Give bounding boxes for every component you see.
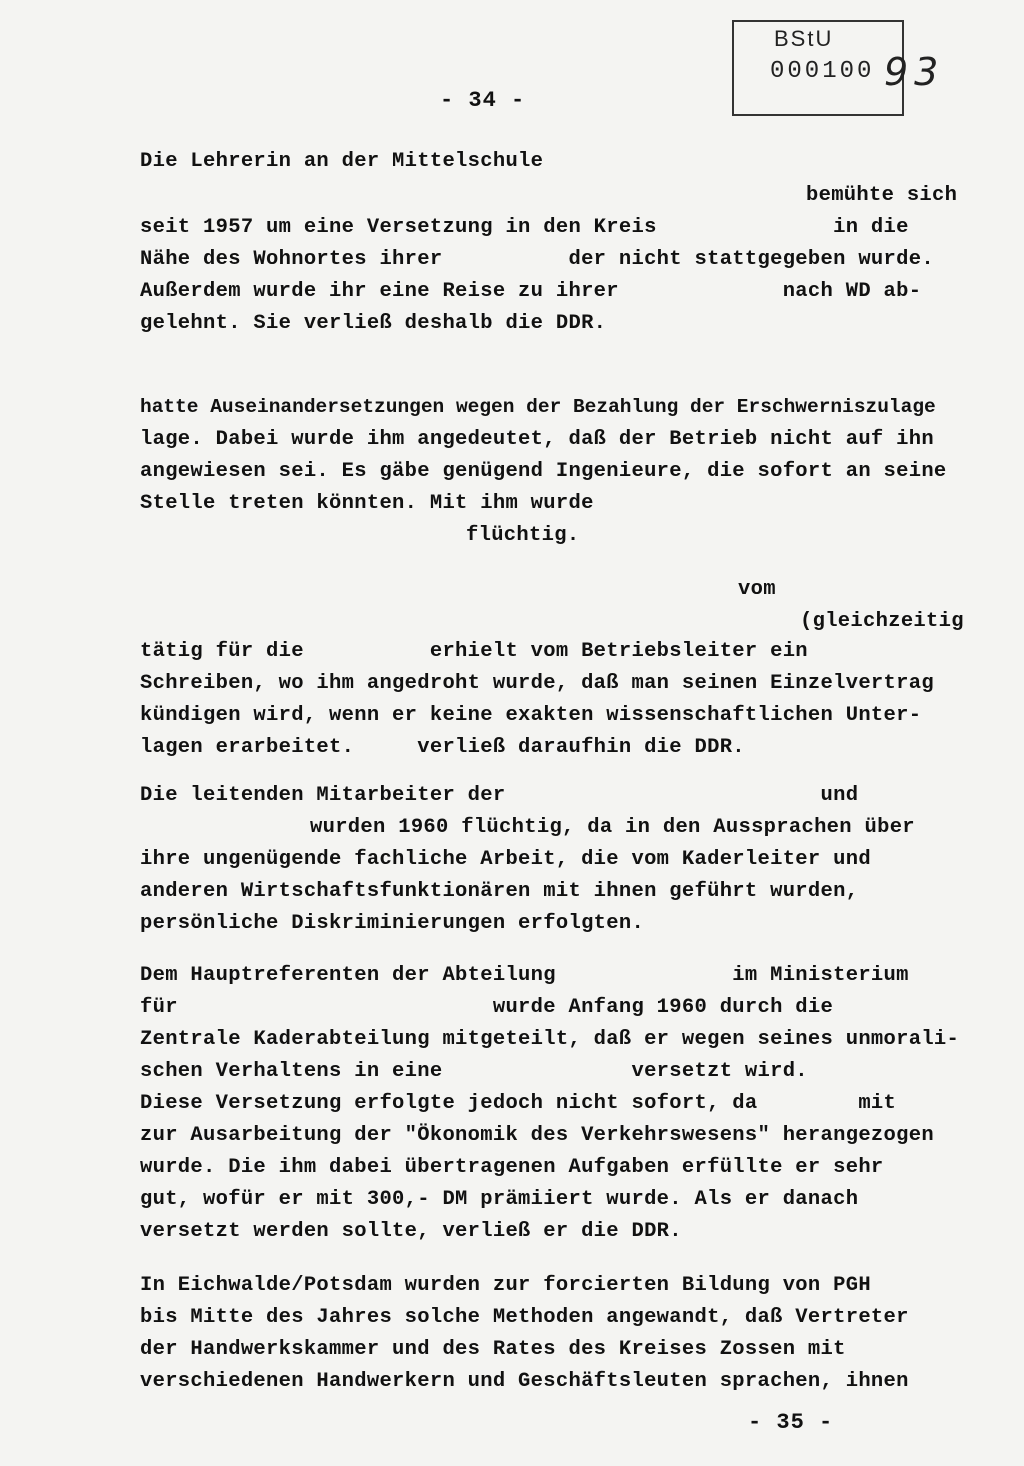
text-line: kündigen wird, wenn er keine exakten wissenschaftlichen Unter- (140, 704, 922, 727)
text-line: tätig für die erhielt vom Betriebsleiter ein (140, 640, 808, 663)
text-line: hatte Auseinandersetzungen wegen der Bezahlung der Erschwerniszulage (140, 396, 936, 418)
text-line: seit 1957 um eine Versetzung in den Kreis in die (140, 216, 909, 239)
text-line: Außerdem wurde ihr eine Reise zu ihrer nach WD ab- (140, 280, 922, 303)
handwritten-page-number: 93 (884, 50, 945, 94)
stamp-archive-label: BStU (774, 26, 834, 51)
page-number-top: - 34 - (440, 88, 526, 113)
text-line: Die Lehrerin an der Mittelschule (140, 150, 544, 173)
text-line: Stelle treten könnten. Mit ihm wurde (140, 492, 594, 515)
text-line: lagen erarbeitet. verließ daraufhin die DDR. (140, 736, 745, 759)
text-line: Schreiben, wo ihm angedroht wurde, daß man seinen Einzelvertrag (140, 672, 934, 695)
text-line: flüchtig. (466, 524, 580, 547)
text-line: wurden 1960 flüchtig, da in den Aussprachen über (310, 816, 915, 839)
text-line: bis Mitte des Jahres solche Methoden angewandt, daß Vertreter (140, 1306, 909, 1329)
text-line: wurde. Die ihm dabei übertragenen Aufgaben erfüllte er sehr (140, 1156, 884, 1179)
text-line: der Handwerkskammer und des Rates des Kreises Zossen mit (140, 1338, 846, 1361)
text-line: Nähe des Wohnortes ihrer der nicht stattgegeben wurde. (140, 248, 934, 271)
text-line: Dem Hauptreferenten der Abteilung im Ministerium (140, 964, 909, 987)
text-line: In Eichwalde/Potsdam wurden zur forcierten Bildung von PGH (140, 1274, 871, 1297)
text-line: zur Ausarbeitung der "Ökonomik des Verkehrswesens" herangezogen (140, 1124, 934, 1147)
text-line: bemühte sich (806, 184, 958, 207)
text-line: Die leitenden Mitarbeiter der und (140, 784, 859, 807)
text-line: lage. Dabei wurde ihm angedeutet, daß der Betrieb nicht auf ihn (140, 428, 934, 451)
text-line: ihre ungenügende fachliche Arbeit, die vom Kaderleiter und (140, 848, 871, 871)
stamp-archive-number: 000100 (770, 58, 875, 85)
text-line: angewiesen sei. Es gäbe genügend Ingenieure, die sofort an seine (140, 460, 947, 483)
page-number-bottom: - 35 - (748, 1410, 834, 1435)
text-line: anderen Wirtschaftsfunktionären mit ihnen geführt wurden, (140, 880, 859, 903)
text-line: versetzt werden sollte, verließ er die DDR. (140, 1220, 682, 1243)
text-line: gut, wofür er mit 300,- DM prämiiert wurde. Als er danach (140, 1188, 859, 1211)
text-line: Diese Versetzung erfolgte jedoch nicht sofort, da mit (140, 1092, 897, 1115)
text-line: schen Verhaltens in eine versetzt wird. (140, 1060, 808, 1083)
text-line: verschiedenen Handwerkern und Geschäftsleuten sprachen, ihnen (140, 1370, 909, 1393)
text-line: vom (738, 578, 776, 601)
text-line: gelehnt. Sie verließ deshalb die DDR. (140, 312, 607, 335)
archive-stamp (732, 20, 904, 116)
text-line: Zentrale Kaderabteilung mitgeteilt, daß er wegen seines unmorali- (140, 1028, 960, 1051)
text-line: für wurde Anfang 1960 durch die (140, 996, 834, 1019)
text-line: (gleichzeitig (800, 610, 964, 633)
text-line: persönliche Diskriminierungen erfolgten. (140, 912, 645, 935)
